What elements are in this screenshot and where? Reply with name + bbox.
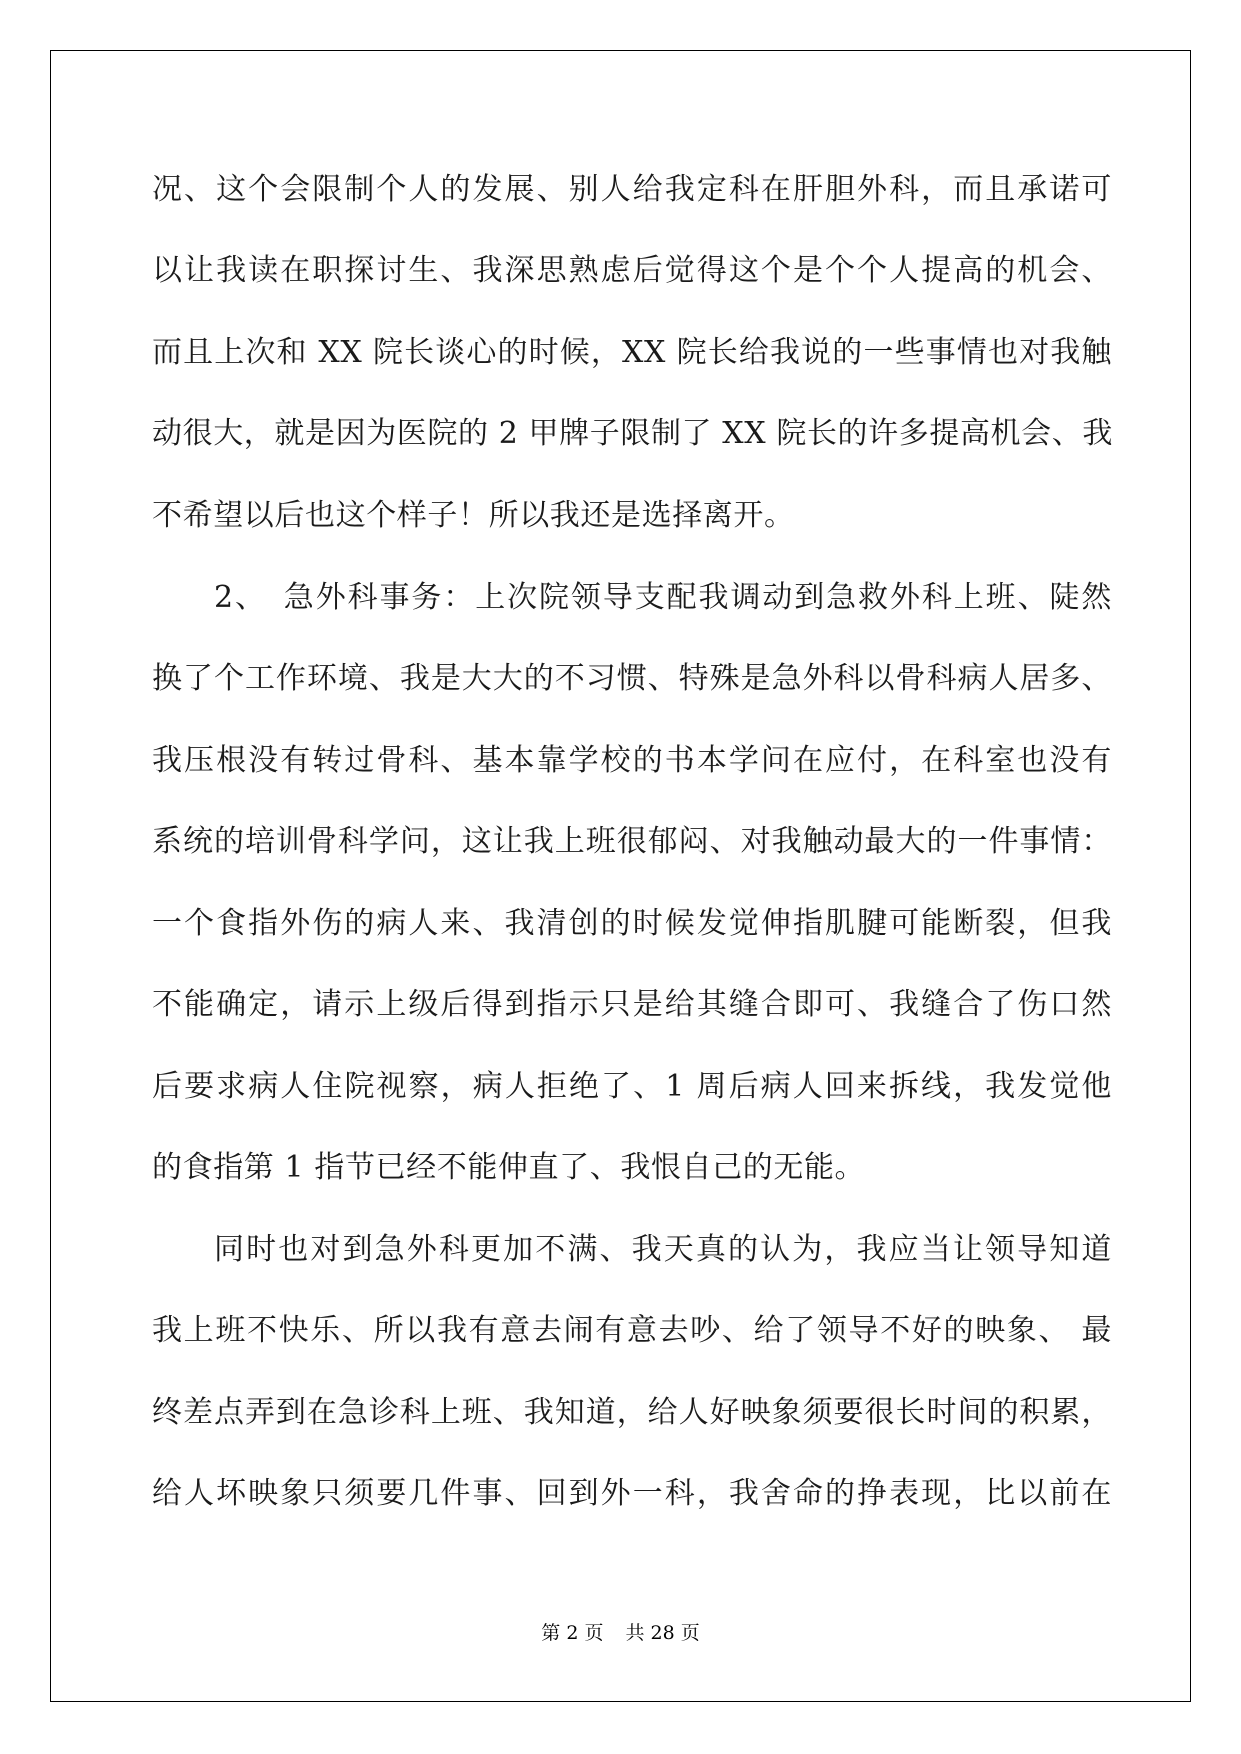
page-number-total: 共 28 页 [625,1622,700,1644]
text-line: 况、这个会限制个人的发展、别人给我定科在肝胆外科，而且承诺可 [152,172,1112,207]
page-number-current: 第 2 页 [541,1622,604,1644]
text-line: 我上班不快乐、所以我有意去闹有意去吵、给了领导不好的映象、 最 [152,1313,1112,1348]
text-line: 给人坏映象只须要几件事、回到外一科，我舍命的挣表现，比以前在 [152,1476,1112,1511]
page-border [50,50,1191,1702]
text-line: 而且上次和 XX 院长谈心的时候，XX 院长给我说的一些事情也对我触 [152,335,1112,370]
text-line: 以让我读在职探讨生、我深思熟虑后觉得这个是个个人提高的机会、 [152,253,1112,288]
text-line: 终差点弄到在急诊科上班、我知道，给人好映象须要很长时间的积累， [152,1395,1112,1430]
text-line: 不能确定，请示上级后得到指示只是给其缝合即可、我缝合了伤口然 [152,987,1112,1022]
text-line: 换了个工作环境、我是大大的不习惯、特殊是急外科以骨科病人居多、 [152,661,1112,696]
text-line: 不希望以后也这个样子！所以我还是选择离开。 [152,498,795,533]
text-line: 一个食指外伤的病人来、我清创的时候发觉伸指肌腱可能断裂，但我 [152,906,1112,941]
text-line: 的食指第 1 指节已经不能伸直了、我恨自己的无能。 [152,1150,866,1185]
page-footer [0,1620,1241,1646]
text-line: 同时也对到急外科更加不满、我天真的认为，我应当让领导知道 [214,1232,1112,1267]
text-line: 系统的培训骨科学问，这让我上班很郁闷、对我触动最大的一件事情： [152,824,1112,859]
text-line: 我压根没有转过骨科、基本靠学校的书本学问在应付，在科室也没有 [152,743,1112,778]
text-line: 后要求病人住院视察，病人拒绝了、1 周后病人回来拆线，我发觉他 [152,1069,1112,1104]
text-line: 2、 急外科事务：上次院领导支配我调动到急救外科上班、陡然 [214,580,1112,615]
text-line: 动很大，就是因为医院的 2 甲牌子限制了 XX 院长的许多提高机会、我 [152,416,1113,451]
